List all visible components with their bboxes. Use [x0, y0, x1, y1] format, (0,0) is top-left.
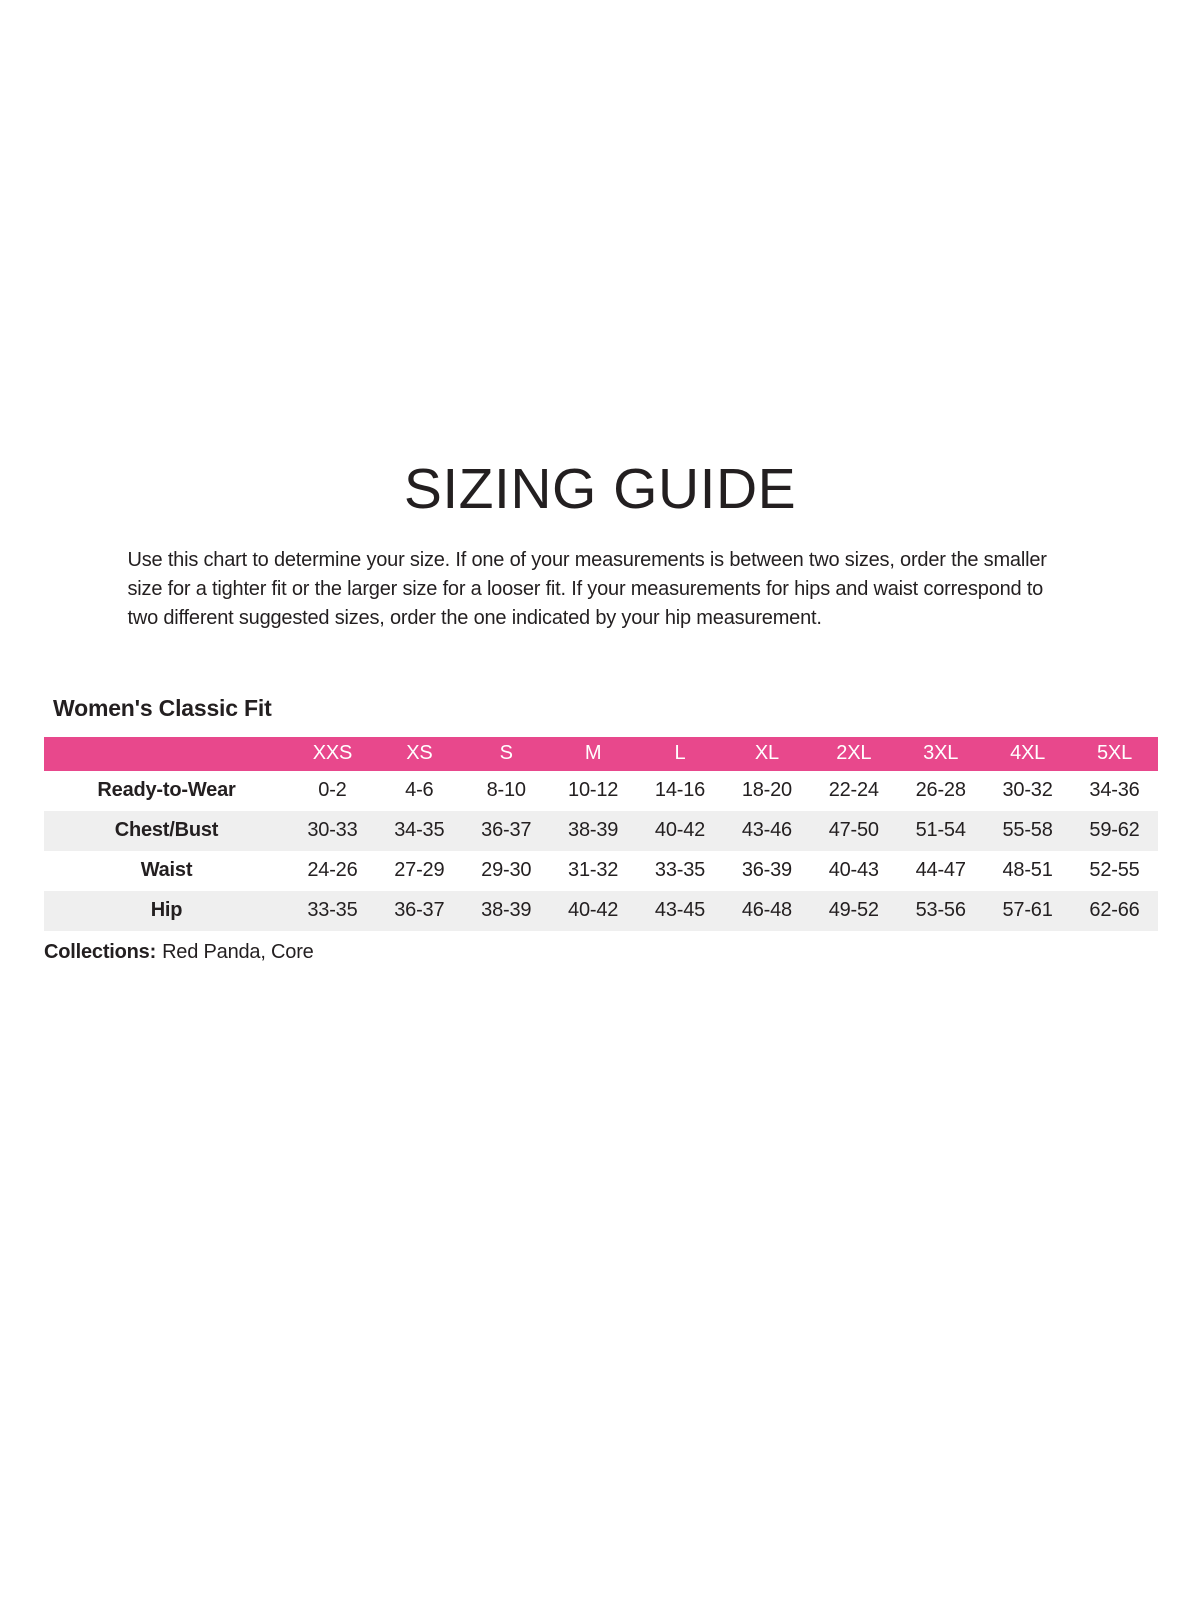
size-cell: 0-2	[318, 779, 347, 802]
size-cell: 46-48	[741, 899, 792, 922]
size-cell: 4-6	[405, 779, 434, 802]
size-header-spacer	[44, 737, 289, 771]
size-cell: 29-30	[481, 859, 532, 882]
size-cell: 40-42	[654, 819, 706, 842]
size-cell: 49-52	[828, 899, 879, 922]
size-cell: 30-33	[307, 819, 358, 842]
size-cell: 33-35	[654, 859, 706, 882]
size-cell: 38-39	[481, 899, 532, 922]
size-cell: 43-46	[741, 819, 792, 842]
size-cell: 43-45	[654, 899, 706, 922]
size-cell: 38-39	[568, 819, 619, 842]
size-column-header-xxs: XXS	[312, 742, 353, 765]
size-cell: 53-56	[915, 899, 966, 922]
size-cell: 30-32	[1002, 779, 1053, 802]
row-label-hip: Hip	[150, 899, 183, 922]
size-cell: 51-54	[915, 819, 966, 842]
page-title: SIZING GUIDE	[403, 457, 797, 521]
row-label-ready-to-wear: Ready-to-Wear	[97, 779, 236, 802]
row-label-chest-bust: Chest/Bust	[114, 819, 219, 842]
size-cell: 24-26	[307, 859, 358, 882]
size-cell: 27-29	[394, 859, 445, 882]
size-column-header-xl: XL	[754, 742, 779, 765]
size-cell: 59-62	[1089, 819, 1140, 842]
size-cell: 62-66	[1089, 899, 1140, 922]
size-column-header-xs: XS	[406, 742, 433, 765]
size-cell: 31-32	[568, 859, 619, 882]
size-cell: 34-36	[1089, 779, 1140, 802]
table-row-waist	[44, 851, 1158, 891]
size-column-header-2xl: 2XL	[836, 742, 872, 765]
size-cell: 18-20	[741, 779, 792, 802]
intro-line-3: two different suggested sizes, order the one indicated by your hip measurement.	[127, 606, 822, 629]
collections-line	[44, 941, 1200, 964]
size-cell: 47-50	[828, 819, 879, 842]
table-row-hip	[44, 891, 1158, 931]
collections-label: Collections:	[44, 940, 157, 963]
size-cell: 36-37	[481, 819, 532, 842]
size-cell: 57-61	[1002, 899, 1053, 922]
size-column-header-l: L	[674, 742, 686, 765]
intro-line-2: size for a tighter fit or the larger size for a looser fit. If your measurements for hips and waist correspond to	[127, 577, 1044, 600]
size-cell: 22-24	[828, 779, 879, 802]
size-cell: 10-12	[568, 779, 619, 802]
size-cell: 36-37	[394, 899, 445, 922]
intro-line-1: Use this chart to determine your size. If one of your measurements is between two sizes, order the smaller	[127, 548, 1047, 571]
size-cell: 44-47	[915, 859, 966, 882]
size-cell: 34-35	[394, 819, 445, 842]
size-column-header-3xl: 3XL	[923, 742, 959, 765]
size-header-row	[44, 737, 1158, 771]
size-column-header-4xl: 4XL	[1010, 742, 1046, 765]
collections-value: Red Panda, Core	[162, 940, 314, 963]
size-cell: 26-28	[915, 779, 966, 802]
table-row-ready-to-wear	[44, 771, 1158, 811]
size-cell: 36-39	[741, 859, 792, 882]
size-cell: 48-51	[1002, 859, 1053, 882]
intro-paragraph	[128, 546, 1073, 633]
size-cell: 40-42	[568, 899, 619, 922]
size-column-header-s: S	[499, 742, 513, 765]
table-row-chest-bust	[44, 811, 1158, 851]
size-cell: 14-16	[654, 779, 706, 802]
size-cell: 55-58	[1002, 819, 1053, 842]
size-column-header-m: M	[584, 742, 602, 765]
size-chart-table	[44, 737, 1158, 931]
size-cell: 8-10	[486, 779, 526, 802]
size-cell: 52-55	[1089, 859, 1140, 882]
size-cell: 40-43	[828, 859, 879, 882]
size-column-header-5xl: 5XL	[1097, 742, 1132, 765]
size-cell: 33-35	[307, 899, 358, 922]
section-title-womens-classic-fit: Women's Classic Fit	[53, 694, 272, 721]
row-label-waist: Waist	[140, 859, 193, 882]
